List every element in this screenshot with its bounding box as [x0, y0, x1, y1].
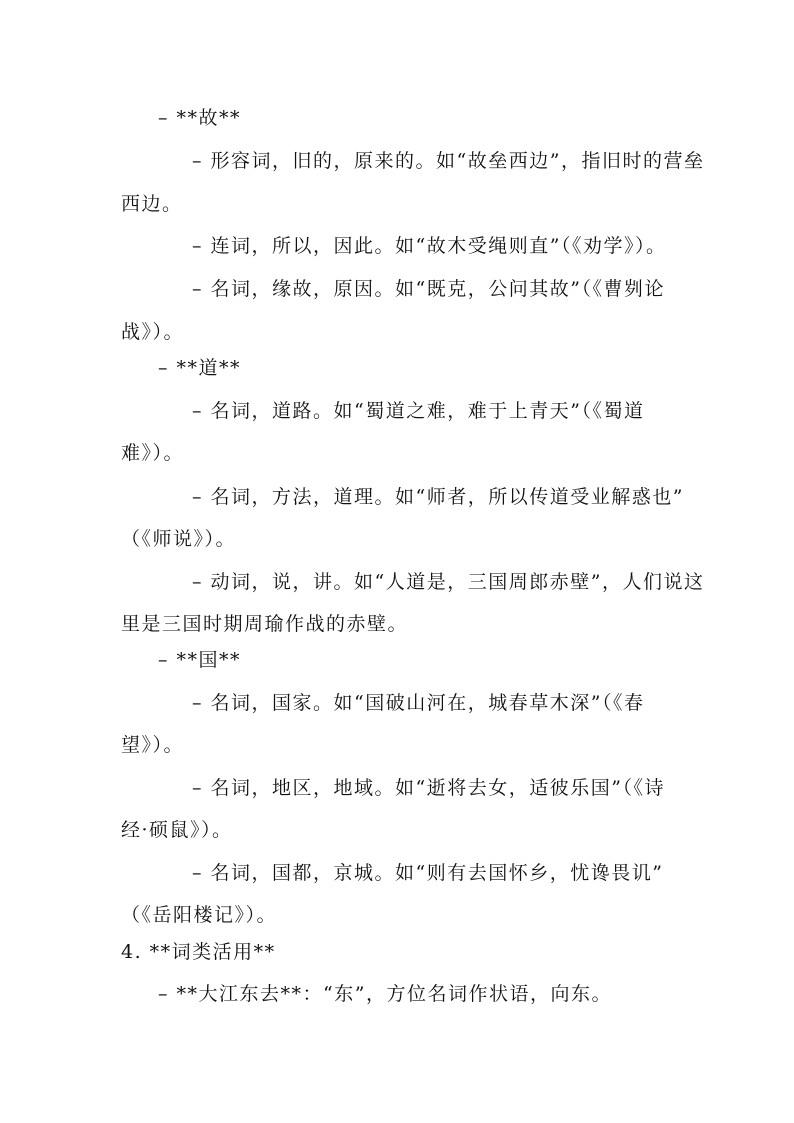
usage-dajiang-dongqu: – **大江东去**：“东”，方位名词作状语，向东。 — [158, 983, 612, 1005]
definition-dao-2-cont: （《师说》）。 — [121, 528, 237, 550]
definition-dao-1-cont: 难》）。 — [121, 442, 185, 464]
heading-guo: – **国** — [158, 649, 242, 671]
definition-gu-3-cont: 战》）。 — [121, 321, 185, 343]
definition-gu-2: – 连词，所以，因此。如“故木受绳则直”（《劝学》）。 — [192, 235, 667, 257]
definition-dao-3: – 动词，说，讲。如“人道是，三国周郎赤壁”，人们说这 — [192, 571, 705, 593]
definition-dao-2: – 名词，方法，道理。如“师者，所以传道受业解惑也” — [192, 486, 684, 508]
definition-dao-3-cont: 里是三国时期周瑜作战的赤壁。 — [121, 613, 409, 635]
definition-gu-1-cont: 西边。 — [121, 193, 183, 215]
definition-guo-3-cont: （《岳阳楼记》）。 — [121, 904, 278, 926]
definition-guo-3: – 名词，国都，京城。如“则有去国怀乡，忧谗畏讥” — [192, 862, 664, 884]
definition-gu-1: – 形容词，旧的，原来的。如“故垒西边”，指旧时的营垒 — [192, 150, 705, 172]
heading-dao: – **道** — [158, 357, 242, 379]
definition-guo-1: – 名词，国家。如“国破山河在，城春草木深”（《春 — [192, 692, 645, 714]
definition-guo-1-cont: 望》）。 — [121, 734, 185, 756]
definition-gu-3: – 名词，缘故，原因。如“既克，公问其故”（《曹刿论 — [192, 278, 665, 300]
definition-guo-2: – 名词，地区，地域。如“逝将去女，适彼乐国”（《诗 — [192, 777, 665, 799]
definition-guo-2-cont: 经·硕鼠》）。 — [121, 819, 233, 841]
definition-dao-1: – 名词，道路。如“蜀道之难，难于上青天”（《蜀道 — [192, 400, 645, 422]
heading-gu: – **故** — [158, 107, 242, 129]
section-heading-4: 4. **词类活用** — [121, 941, 276, 963]
